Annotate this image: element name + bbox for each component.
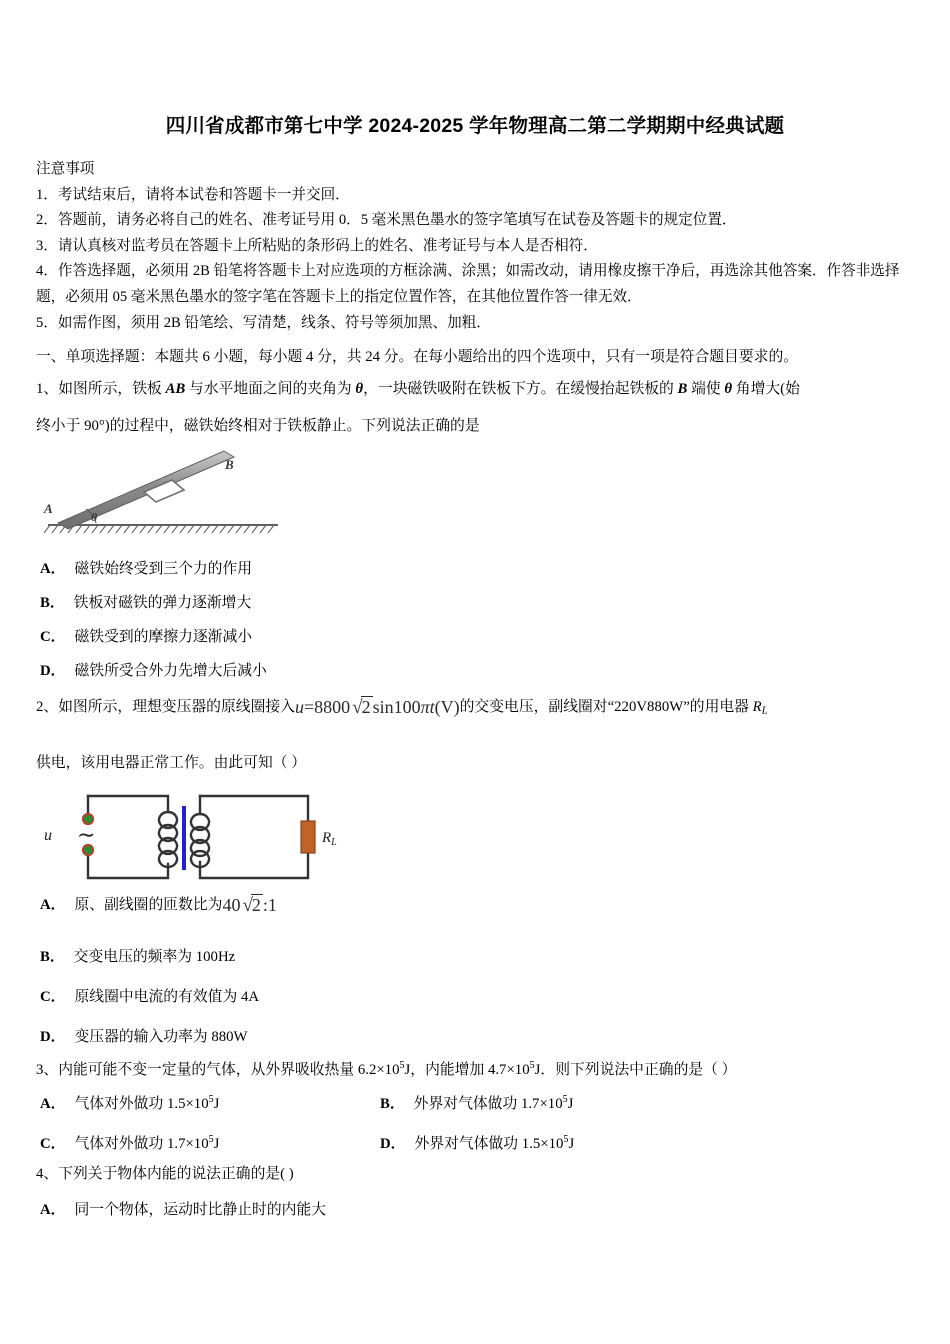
- q1-var-b: B: [677, 381, 688, 397]
- inclined-board-diagram: [38, 447, 288, 539]
- formula-pi: π: [420, 697, 430, 717]
- q1-text-1: 如图所示，铁板: [58, 381, 166, 397]
- option-text: 外界对气体做功 1.5×10: [414, 1136, 564, 1152]
- source-label: u: [44, 827, 52, 844]
- q1-text-4: 端使: [687, 381, 725, 397]
- resistor-label: $R_L$: [322, 830, 337, 848]
- radical-sign: √: [242, 895, 253, 916]
- iron-board: [58, 451, 234, 529]
- option-text: 变压器的输入功率为 880W: [74, 1029, 248, 1045]
- option-text: 原、副线圈的匝数比为: [74, 897, 223, 913]
- question-2-stem-line2: 供电，该用电器正常工作。由此可知（ ）: [36, 755, 307, 771]
- radicand: 2: [361, 697, 371, 717]
- transformer-circuit-diagram: [40, 790, 350, 888]
- radical-sign: √: [352, 697, 363, 718]
- option-row[interactable]: [40, 895, 560, 947]
- question-2-number: 2、: [36, 699, 59, 715]
- question-1-options: [40, 552, 540, 688]
- option-exp: 5: [208, 1134, 214, 1146]
- notice-heading: 注意事项: [36, 161, 95, 177]
- q1-var-theta2: θ: [724, 381, 733, 397]
- option-text: 原线圈中电流的有效值为 4A: [74, 989, 260, 1005]
- option-label: D．: [380, 1136, 406, 1152]
- formula-coef: 8800: [314, 697, 351, 717]
- question-4-stem: [36, 1162, 926, 1183]
- option-text: 气体对外做功 1.5×10: [74, 1096, 209, 1112]
- opt-formula-coef: 40: [222, 895, 241, 915]
- label-b: B: [225, 457, 234, 472]
- q1-stem-line2: 终小于 90°)的过程中，磁铁始终相对于铁板静止。下列说法正确的是: [36, 418, 480, 434]
- option-row-group: [40, 1092, 900, 1132]
- option-unit: J: [213, 1136, 220, 1152]
- q3-text-1: 内能可能不变一定量的气体，从外界吸收热量 6.2×10: [58, 1062, 400, 1078]
- figure-transformer-circuit: [40, 790, 350, 888]
- option-row[interactable]: [40, 586, 540, 620]
- question-2-stem: [36, 694, 926, 724]
- q2-voltage-formula: [295, 694, 460, 721]
- notice-item-5: 5．如需作图，须用 2B 铅笔绘、写清楚，线条、符号等须加黑、加粗．: [36, 314, 491, 331]
- formula-eq: =: [303, 697, 315, 717]
- q2-text-1: 如图所示，理想变压器的原线圈接入: [58, 699, 295, 715]
- option-label: A．: [40, 897, 66, 913]
- formula-lhs: u: [294, 697, 304, 717]
- opt-formula-radical: [240, 895, 262, 916]
- option-exp: 5: [562, 1094, 568, 1106]
- option-label: D．: [40, 1029, 66, 1045]
- opt-formula-ratio: :1: [262, 895, 277, 915]
- q2-var-rl: R: [752, 699, 762, 715]
- option-label: A．: [40, 1096, 66, 1112]
- secondary-coil: [191, 814, 209, 867]
- question-3-number: 3、: [36, 1062, 59, 1078]
- question-4-number: 4、: [36, 1166, 59, 1182]
- q1-var-ab: AB: [165, 381, 186, 397]
- question-2-options: [40, 895, 560, 1067]
- option-row[interactable]: [40, 1092, 380, 1132]
- question-4-options: [40, 1198, 326, 1219]
- notice-item-4: 4．作答选择题，必须用 2B 铅笔将答题卡上对应选项的方框涂满、涂黑；如需改动，请用橡皮擦干净后，再选涂其他答案．作答非选择题，必须用 05 毫米黑色墨水的签字笔在答题卡上的指定位置作答，在其他位置作答一律无效．: [36, 263, 900, 305]
- option-row[interactable]: [40, 552, 540, 586]
- question-1-number: 1、: [36, 381, 59, 397]
- q3-text-3: J．则下列说法中正确的是（ ）: [534, 1062, 737, 1078]
- option-label: B．: [380, 1096, 405, 1112]
- option-exp: 5: [563, 1134, 569, 1146]
- question-3-stem: [36, 1058, 926, 1079]
- option-label: A．: [40, 1202, 66, 1218]
- formula-radical: [350, 694, 372, 721]
- formula-t: t: [429, 697, 435, 717]
- option-text: 交变电压的频率为 100Hz: [73, 949, 236, 965]
- option-label: B．: [40, 595, 65, 611]
- option-text: 同一个物体，运动时比静止时的内能大: [74, 1202, 327, 1218]
- option-text: 磁铁始终受到三个力的作用: [74, 561, 253, 577]
- option-row[interactable]: [40, 947, 560, 987]
- q3-text-2: J，内能增加 4.7×10: [404, 1062, 530, 1078]
- option-unit: J: [568, 1136, 575, 1152]
- q4-text: 下列关于物体内能的说法正确的是( ): [58, 1166, 294, 1182]
- notice-item-3: 3．请认真核对监考员在答题卡上所粘贴的条形码上的姓名、准考证号与本人是否相符．: [36, 237, 598, 254]
- option-label: D．: [40, 663, 66, 679]
- option-row[interactable]: [380, 1092, 800, 1132]
- option-row[interactable]: [40, 987, 560, 1027]
- option-label: C．: [40, 1136, 66, 1152]
- q1-text-3: ，一块磁铁吸附在铁板下方。在缓慢抬起铁板的: [363, 381, 678, 397]
- formula-trig: sin100: [372, 697, 421, 717]
- notice-section: [36, 157, 916, 336]
- q1-text-2: 与水平地面之间的夹角为: [185, 381, 356, 397]
- q3-exp-2: 5: [529, 1060, 535, 1072]
- primary-coil: [159, 812, 177, 867]
- figure-inclined-board: [38, 447, 288, 539]
- option-unit: J: [213, 1096, 220, 1112]
- ground-hatching: [44, 525, 274, 533]
- q3-exp-1: 5: [399, 1060, 405, 1072]
- option-row[interactable]: [40, 654, 540, 688]
- question-3-options: [40, 1092, 900, 1172]
- q2-var-rl-sub: L: [761, 705, 768, 717]
- option-text: 磁铁所受合外力先增大后减小: [74, 663, 267, 679]
- option-text: 气体对外做功 1.7×10: [74, 1136, 209, 1152]
- question-1-stem: [36, 371, 922, 445]
- q1-var-theta: θ: [355, 381, 364, 397]
- option-text: 外界对气体做功 1.7×10: [413, 1096, 563, 1112]
- option-exp: 5: [208, 1094, 214, 1106]
- option-row[interactable]: [40, 620, 540, 654]
- option-text: 铁板对磁铁的弹力逐渐增大: [73, 595, 252, 611]
- option-a-formula: [222, 895, 276, 916]
- formula-unit: (V): [434, 697, 460, 717]
- option-label: C．: [40, 629, 66, 645]
- label-a: A: [44, 501, 53, 516]
- option-label: A．: [40, 561, 66, 577]
- option-label: C．: [40, 989, 66, 1005]
- label-theta: θ: [91, 510, 98, 524]
- ac-source-icon: ∼: [77, 822, 96, 847]
- page-title: 四川省成都市第七中学 2024-2025 学年物理高二第二学期期中经典试题: [165, 115, 785, 137]
- notice-item-2: 2．答题前，请务必将自己的姓名、准考证号用 0．5 毫米黑色墨水的签字笔填写在试卷及答题卡的规定位置．: [36, 212, 737, 229]
- option-unit: J: [567, 1096, 574, 1112]
- option-text: 磁铁受到的摩擦力逐渐减小: [74, 629, 253, 645]
- q2-text-2: 的交变电压，副线圈对“220V880W”的用电器: [459, 699, 753, 715]
- opt-radicand: 2: [251, 895, 261, 915]
- section-heading: 一、单项选择题：本题共 6 小题，每小题 4 分，共 24 分。在每小题给出的四个选项中，只有一项是符合题目要求的。: [36, 349, 799, 365]
- option-label: B．: [40, 949, 65, 965]
- notice-item-1: 1．考试结束后，请将本试卷和答题卡一并交回．: [36, 186, 350, 203]
- resistor-rl: [301, 821, 315, 853]
- q1-text-5: 角增大(始: [732, 381, 800, 397]
